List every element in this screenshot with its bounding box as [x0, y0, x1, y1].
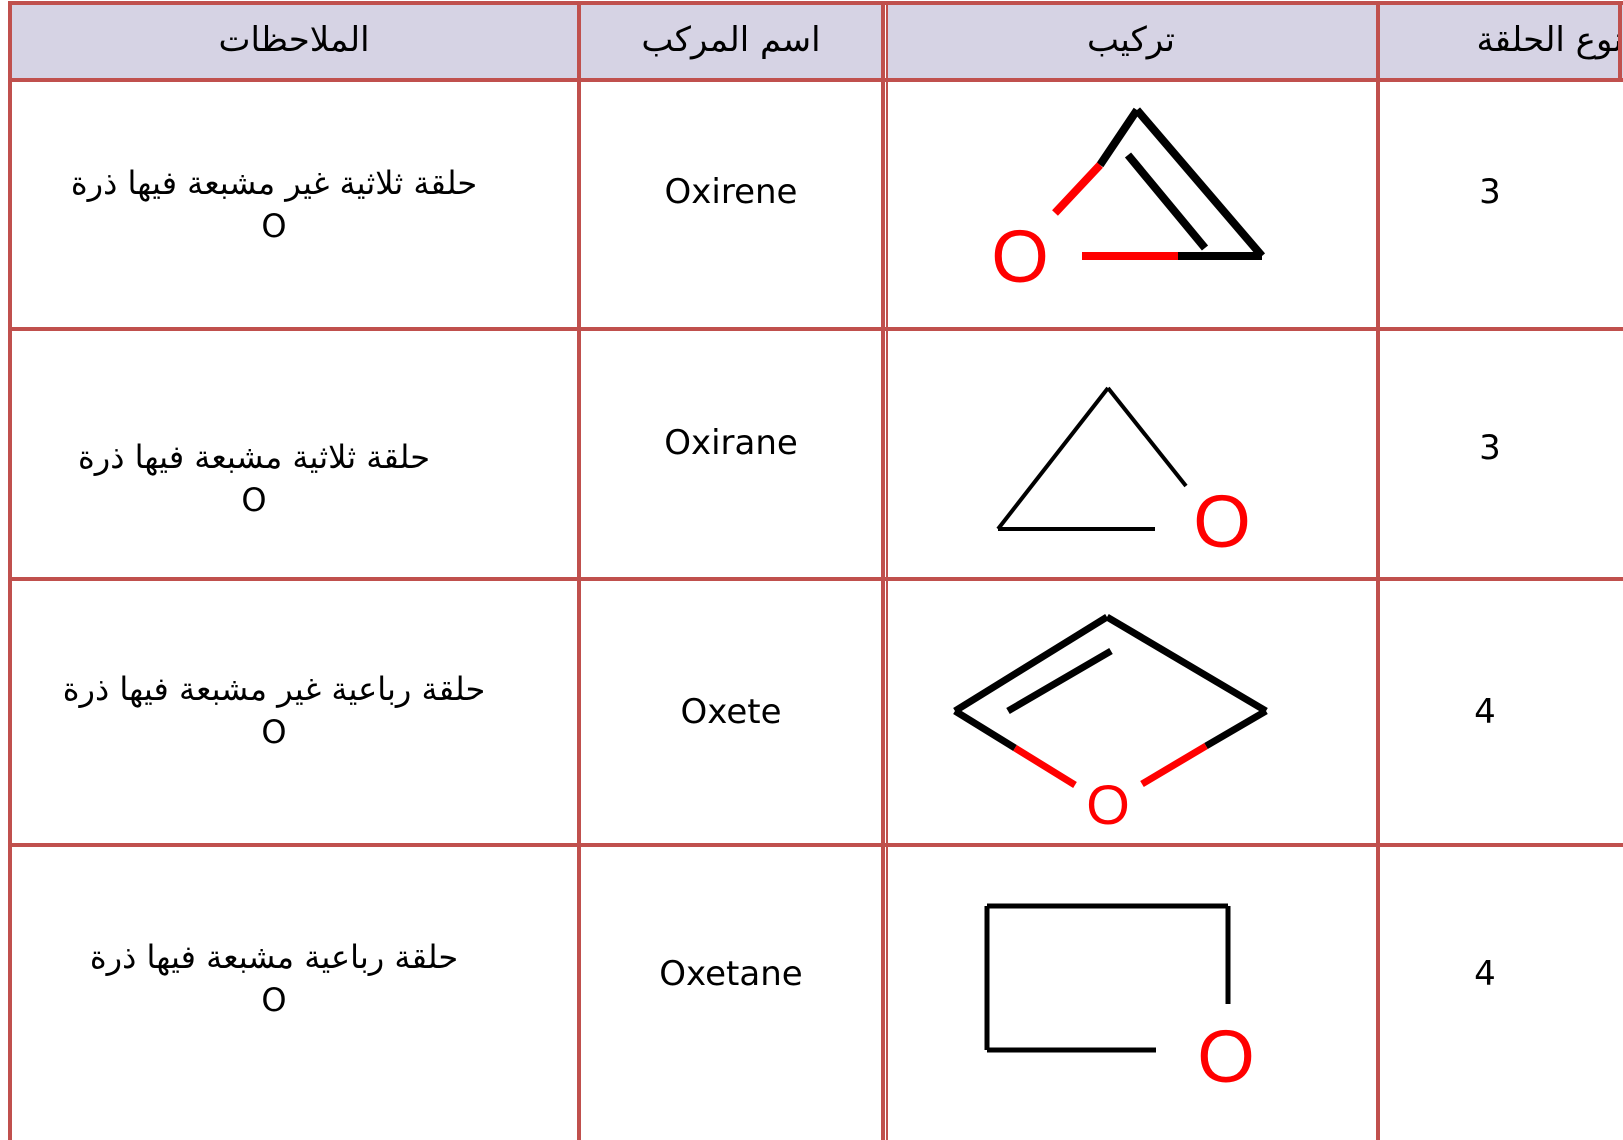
oxirane-oxygen-label: O	[1193, 480, 1251, 563]
row-2-note-line1: حلقة ثلاثية مشبعة فيها ذرة	[78, 437, 430, 476]
oxete-oxygen-label: O	[1086, 773, 1130, 836]
row-2-ring-size-text: 3	[1479, 428, 1501, 468]
header-ring-type-label: نوع الحلقة	[1476, 20, 1623, 60]
row-4-note-line2: O	[261, 981, 287, 1019]
header-notes-label: الملاحظات	[218, 20, 370, 60]
row-1-note-line2: O	[261, 207, 287, 245]
oxetane-bonds	[987, 906, 1228, 1050]
row-1-compound-name-text: Oxirene	[664, 172, 798, 212]
row-3-compound-name-text: Oxete	[680, 692, 782, 732]
row-2-compound-name-text: Oxirane	[664, 423, 798, 463]
header-compound-name-label: اسم المركب	[641, 20, 821, 60]
row-3-ring-size-text: 4	[1474, 692, 1496, 732]
row-4-compound-name-text: Oxetane	[659, 954, 803, 994]
row-3-note-line2: O	[261, 713, 287, 751]
oxetane-oxygen-label: O	[1197, 1015, 1255, 1098]
row-2-note-line2: O	[241, 481, 267, 519]
row-1-note-line1: حلقة ثلاثية غير مشبعة فيها ذرة	[70, 163, 478, 202]
oxirene-oxygen-label: O	[991, 215, 1049, 298]
row-4-note-line1: حلقة رباعية مشبعة فيها ذرة	[89, 937, 459, 976]
header-structure-label: تركيب	[1086, 20, 1176, 60]
row-3-note-line1: حلقة رباعية غير مشبعة فيها ذرة	[62, 669, 486, 708]
row-4-ring-size-text: 4	[1474, 954, 1496, 994]
row-1-ring-size-text: 3	[1479, 172, 1501, 212]
